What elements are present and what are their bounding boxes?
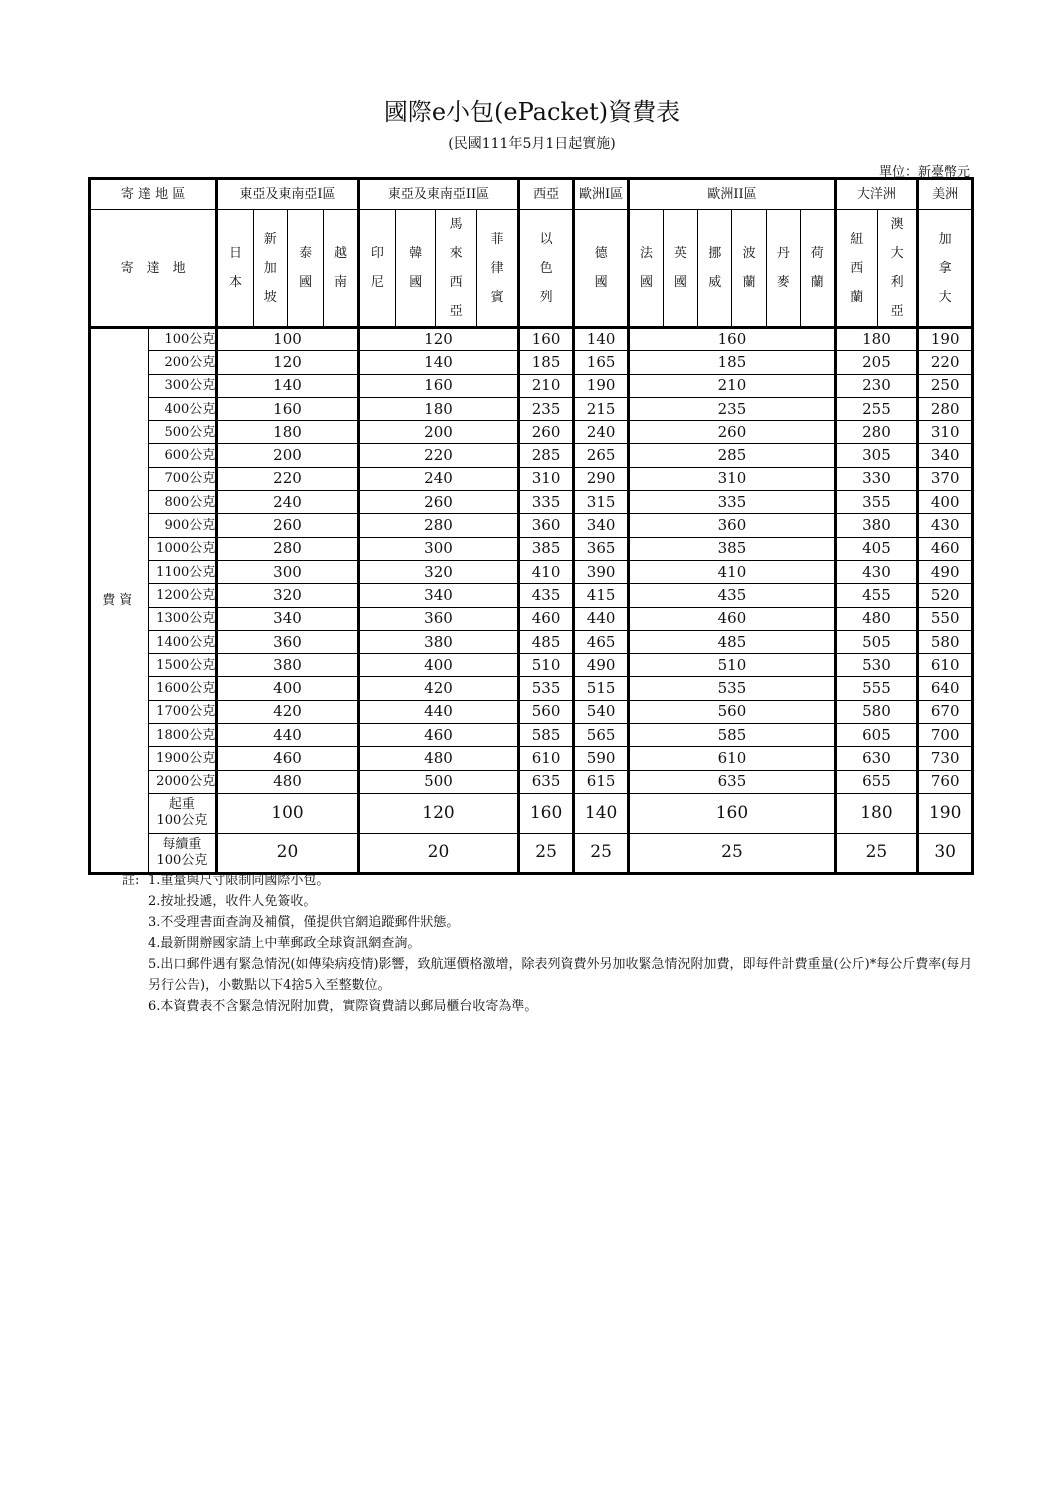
country-header: 澳 大 利 亞 (877, 210, 917, 328)
rate-row (90, 747, 973, 770)
rate-cell: 585 (629, 724, 835, 747)
rate-cell: 180 (835, 328, 918, 351)
country-header: 馬 來 西 亞 (436, 210, 476, 328)
weight-label: 300公克 (148, 374, 217, 397)
rate-cell: 260 (629, 421, 835, 444)
country-header: 越 南 (324, 210, 358, 328)
rate-cell: 615 (573, 770, 629, 793)
weight-label: 1900公克 (148, 747, 217, 770)
rate-cell: 210 (519, 374, 574, 397)
rate-cell: 460 (358, 724, 519, 747)
rate-cell: 585 (519, 724, 574, 747)
country-header: 英 國 (663, 210, 697, 328)
rate-cell: 655 (835, 770, 918, 793)
rate-cell: 415 (573, 584, 629, 607)
weight-label: 900公克 (148, 514, 217, 537)
weight-label: 2000公克 (148, 770, 217, 793)
rate-cell: 390 (573, 560, 629, 583)
rate-cell: 385 (629, 537, 835, 560)
rate-cell: 285 (629, 444, 835, 467)
weight-label (148, 833, 217, 873)
rate-cell: 180 (835, 793, 918, 833)
country-header: 丹 麥 (766, 210, 800, 328)
rate-cell: 400 (918, 491, 973, 514)
zone-header: 西亞 (519, 179, 574, 210)
weight-label: 1600公克 (148, 677, 217, 700)
rate-cell: 760 (918, 770, 973, 793)
rate-cell: 300 (217, 560, 358, 583)
weight-line-1: 每續重 (162, 836, 202, 852)
rate-cell: 140 (573, 328, 629, 351)
rate-cell: 300 (358, 537, 519, 560)
rate-cell: 140 (358, 351, 519, 374)
rate-cell: 410 (629, 560, 835, 583)
rate-cell: 635 (629, 770, 835, 793)
rate-cell: 730 (918, 747, 973, 770)
weight-label: 1100公克 (148, 560, 217, 583)
rate-cell: 25 (629, 833, 835, 873)
rate-cell: 540 (573, 700, 629, 723)
rate-cell: 315 (573, 491, 629, 514)
rate-cell: 460 (519, 607, 574, 630)
rate-cell: 265 (573, 444, 629, 467)
rate-cell: 25 (519, 833, 574, 873)
weight-label (148, 793, 217, 833)
rate-row (90, 654, 973, 677)
zone-header-row (90, 179, 973, 210)
country-header: 新 加 坡 (253, 210, 287, 328)
rate-cell: 400 (217, 677, 358, 700)
rate-cell: 465 (573, 630, 629, 653)
rate-cell: 640 (918, 677, 973, 700)
weight-label: 1500公克 (148, 654, 217, 677)
rate-cell: 280 (217, 537, 358, 560)
rate-cell: 635 (519, 770, 574, 793)
rate-cell: 535 (629, 677, 835, 700)
rate-cell: 280 (358, 514, 519, 537)
note-text: 1.重量與尺寸限制同國際小包。 (148, 873, 330, 888)
rate-row (90, 351, 973, 374)
country-header: 挪 威 (698, 210, 732, 328)
rate-cell: 20 (217, 833, 358, 873)
rate-cell: 25 (573, 833, 629, 873)
country-header-row (90, 210, 973, 328)
weight-label: 1000公克 (148, 537, 217, 560)
rate-row (90, 328, 973, 351)
rate-cell: 505 (835, 630, 918, 653)
rate-cell: 240 (358, 467, 519, 490)
rate-row (90, 491, 973, 514)
rate-cell: 220 (358, 444, 519, 467)
rate-cell: 485 (519, 630, 574, 653)
rate-cell: 590 (573, 747, 629, 770)
rate-cell: 260 (217, 514, 358, 537)
rate-cell: 360 (217, 630, 358, 653)
rate-cell: 120 (358, 793, 519, 833)
rate-row (90, 560, 973, 583)
zone-label: 寄 達 地 區 (90, 179, 217, 210)
rate-cell: 335 (519, 491, 574, 514)
note-item (122, 954, 982, 996)
note-item (122, 933, 982, 954)
rate-cell: 380 (835, 514, 918, 537)
rate-cell: 580 (918, 630, 973, 653)
rate-cell: 185 (629, 351, 835, 374)
note-item (122, 912, 982, 933)
rate-cell: 460 (918, 537, 973, 560)
country-header: 德 國 (573, 210, 629, 328)
rate-cell: 310 (519, 467, 574, 490)
zone-header: 大洋洲 (835, 179, 918, 210)
rate-cell: 280 (835, 421, 918, 444)
rate-cell: 670 (918, 700, 973, 723)
rate-cell: 560 (629, 700, 835, 723)
rate-cell: 160 (519, 328, 574, 351)
rate-cell: 565 (573, 724, 629, 747)
rate-cell: 460 (629, 607, 835, 630)
rate-cell: 370 (918, 467, 973, 490)
rate-cell: 520 (918, 584, 973, 607)
weight-label: 700公克 (148, 467, 217, 490)
rate-cell: 240 (573, 421, 629, 444)
rate-row (90, 630, 973, 653)
rate-cell: 200 (358, 421, 519, 444)
rate-cell: 510 (519, 654, 574, 677)
rate-cell: 490 (573, 654, 629, 677)
weight-label: 400公克 (148, 397, 217, 420)
notes-list (122, 870, 982, 1017)
rate-cell: 190 (918, 328, 973, 351)
page-title: 國際e小包(ePacket)資費表 (383, 98, 681, 126)
rate-cell: 120 (358, 328, 519, 351)
rate-cell: 25 (835, 833, 918, 873)
rate-cell: 610 (629, 747, 835, 770)
weight-line-2: 100公克 (156, 813, 208, 829)
rate-cell: 235 (629, 397, 835, 420)
weight-line-1: 起重 (168, 797, 195, 813)
zone-header: 東亞及東南亞II區 (358, 179, 519, 210)
rate-row (90, 421, 973, 444)
rate-cell: 530 (835, 654, 918, 677)
rate-cell: 165 (573, 351, 629, 374)
zone-header: 美洲 (918, 179, 973, 210)
rate-cell: 30 (918, 833, 973, 873)
fee-label: 費資 (90, 328, 149, 874)
rate-cell: 20 (358, 833, 519, 873)
note-text: 2.按址投遞，收件人免簽收。 (148, 894, 317, 909)
country-header: 以 色 列 (519, 210, 574, 328)
rate-cell: 290 (573, 467, 629, 490)
rate-cell: 400 (358, 654, 519, 677)
country-header: 日 本 (217, 210, 253, 328)
rate-cell: 385 (519, 537, 574, 560)
rate-cell: 160 (358, 374, 519, 397)
rate-cell: 140 (217, 374, 358, 397)
rate-row (90, 444, 973, 467)
rate-cell: 340 (573, 514, 629, 537)
rate-cell: 320 (358, 560, 519, 583)
rate-cell: 340 (217, 607, 358, 630)
rate-cell: 180 (217, 421, 358, 444)
first-weight-row (90, 793, 973, 833)
notes (122, 870, 982, 1017)
rate-cell: 430 (918, 514, 973, 537)
rate-cell: 240 (217, 491, 358, 514)
rate-cell: 205 (835, 351, 918, 374)
rate-cell: 605 (835, 724, 918, 747)
rate-cell: 420 (358, 677, 519, 700)
rate-cell: 535 (519, 677, 574, 700)
rate-cell: 160 (519, 793, 574, 833)
rate-row (90, 397, 973, 420)
weight-label: 500公克 (148, 421, 217, 444)
zone-header: 歐洲I區 (573, 179, 629, 210)
rate-row (90, 467, 973, 490)
rate-row (90, 374, 973, 397)
weight-label: 1300公克 (148, 607, 217, 630)
rate-cell: 550 (918, 607, 973, 630)
rate-cell: 440 (573, 607, 629, 630)
country-header: 波 蘭 (732, 210, 766, 328)
rate-cell: 420 (217, 700, 358, 723)
rate-row (90, 700, 973, 723)
rate-cell: 480 (217, 770, 358, 793)
note-text: 4.最新開辦國家請上中華郵政全球資訊網查詢。 (148, 936, 421, 951)
rate-cell: 380 (358, 630, 519, 653)
effective-date: (民國111年5月1日起實施) (448, 136, 616, 152)
rate-cell: 190 (573, 374, 629, 397)
rate-cell: 610 (918, 654, 973, 677)
rate-cell: 380 (217, 654, 358, 677)
rate-cell: 440 (358, 700, 519, 723)
rate-cell: 355 (835, 491, 918, 514)
currency-unit: 單位：新臺幣元 (878, 165, 970, 180)
rate-cell: 435 (629, 584, 835, 607)
rate-cell: 555 (835, 677, 918, 700)
rate-cell: 320 (217, 584, 358, 607)
rate-cell: 480 (358, 747, 519, 770)
weight-label: 1700公克 (148, 700, 217, 723)
rate-cell: 480 (835, 607, 918, 630)
rate-cell: 335 (629, 491, 835, 514)
rate-cell: 140 (573, 793, 629, 833)
zone-header: 東亞及東南亞I區 (217, 179, 358, 210)
weight-line-2: 100公克 (156, 852, 208, 868)
note-item (122, 870, 982, 891)
country-header: 荷 蘭 (801, 210, 835, 328)
rate-cell: 610 (519, 747, 574, 770)
notes-label: 註: (122, 873, 140, 888)
note-item (122, 996, 982, 1017)
rate-cell: 210 (629, 374, 835, 397)
rate-cell: 510 (629, 654, 835, 677)
rate-table (88, 177, 974, 875)
country-header: 泰 國 (287, 210, 323, 328)
rate-row (90, 770, 973, 793)
rate-cell: 435 (519, 584, 574, 607)
rate-cell: 200 (217, 444, 358, 467)
rate-row (90, 724, 973, 747)
rate-cell: 410 (519, 560, 574, 583)
weight-label: 100公克 (148, 328, 217, 351)
rate-cell: 120 (217, 351, 358, 374)
weight-label: 800公克 (148, 491, 217, 514)
rate-cell: 160 (629, 328, 835, 351)
rate-cell: 490 (918, 560, 973, 583)
rate-cell: 580 (835, 700, 918, 723)
weight-label: 200公克 (148, 351, 217, 374)
rate-cell: 215 (573, 397, 629, 420)
rate-row (90, 514, 973, 537)
country-header: 菲 律 賓 (476, 210, 518, 328)
rate-row (90, 607, 973, 630)
rate-cell: 500 (358, 770, 519, 793)
rate-cell: 160 (629, 793, 835, 833)
rate-cell: 190 (918, 793, 973, 833)
rate-cell: 340 (358, 584, 519, 607)
rate-cell: 360 (629, 514, 835, 537)
country-header: 加 拿 大 (918, 210, 973, 328)
country-header: 韓 國 (396, 210, 436, 328)
country-header: 印 尼 (358, 210, 395, 328)
rate-cell: 360 (519, 514, 574, 537)
rate-cell: 365 (573, 537, 629, 560)
rate-cell: 100 (217, 328, 358, 351)
rate-cell: 630 (835, 747, 918, 770)
rate-cell: 405 (835, 537, 918, 560)
rate-cell: 310 (629, 467, 835, 490)
rate-cell: 455 (835, 584, 918, 607)
rate-cell: 560 (519, 700, 574, 723)
rate-cell: 285 (519, 444, 574, 467)
rate-cell: 220 (217, 467, 358, 490)
rate-cell: 220 (918, 351, 973, 374)
destination-label: 寄 達 地 (90, 210, 217, 328)
rate-row (90, 584, 973, 607)
weight-label: 1800公克 (148, 724, 217, 747)
rate-cell: 440 (217, 724, 358, 747)
rate-cell: 280 (918, 397, 973, 420)
country-header: 法 國 (629, 210, 663, 328)
rate-cell: 230 (835, 374, 918, 397)
rate-cell: 460 (217, 747, 358, 770)
rate-row (90, 537, 973, 560)
rate-cell: 515 (573, 677, 629, 700)
rate-cell: 360 (358, 607, 519, 630)
note-text: 6.本資費表不含緊急情況附加費，實際資費請以郵局櫃台收寄為準。 (148, 999, 538, 1014)
rate-cell: 330 (835, 467, 918, 490)
rate-cell: 260 (519, 421, 574, 444)
weight-label: 600公克 (148, 444, 217, 467)
rate-cell: 485 (629, 630, 835, 653)
rate-cell: 430 (835, 560, 918, 583)
rate-cell: 180 (358, 397, 519, 420)
rate-cell: 255 (835, 397, 918, 420)
rate-cell: 235 (519, 397, 574, 420)
note-item (122, 891, 982, 912)
rate-cell: 250 (918, 374, 973, 397)
rate-cell: 700 (918, 724, 973, 747)
rate-cell: 305 (835, 444, 918, 467)
rate-cell: 160 (217, 397, 358, 420)
rate-cell: 260 (358, 491, 519, 514)
note-text: 3.不受理書面查詢及補償，僅提供官網追蹤郵件狀態。 (148, 915, 460, 930)
rate-cell: 310 (918, 421, 973, 444)
zone-header: 歐洲II區 (629, 179, 835, 210)
extra-weight-row (90, 833, 973, 873)
weight-label: 1200公克 (148, 584, 217, 607)
country-header: 紐 西 蘭 (835, 210, 877, 328)
weight-label: 1400公克 (148, 630, 217, 653)
rate-row (90, 677, 973, 700)
note-text: 5.出口郵件遇有緊急情況(如傳染病疫情)影響，致航運價格激增，除表列資費外另加收緊急情況附加費，即每件計費重量(公斤)*每公斤費率(每月另行公告)，小數點以下4捨5入至整數位。 (148, 957, 973, 993)
rate-cell: 100 (217, 793, 358, 833)
rate-cell: 340 (918, 444, 973, 467)
rate-cell: 185 (519, 351, 574, 374)
